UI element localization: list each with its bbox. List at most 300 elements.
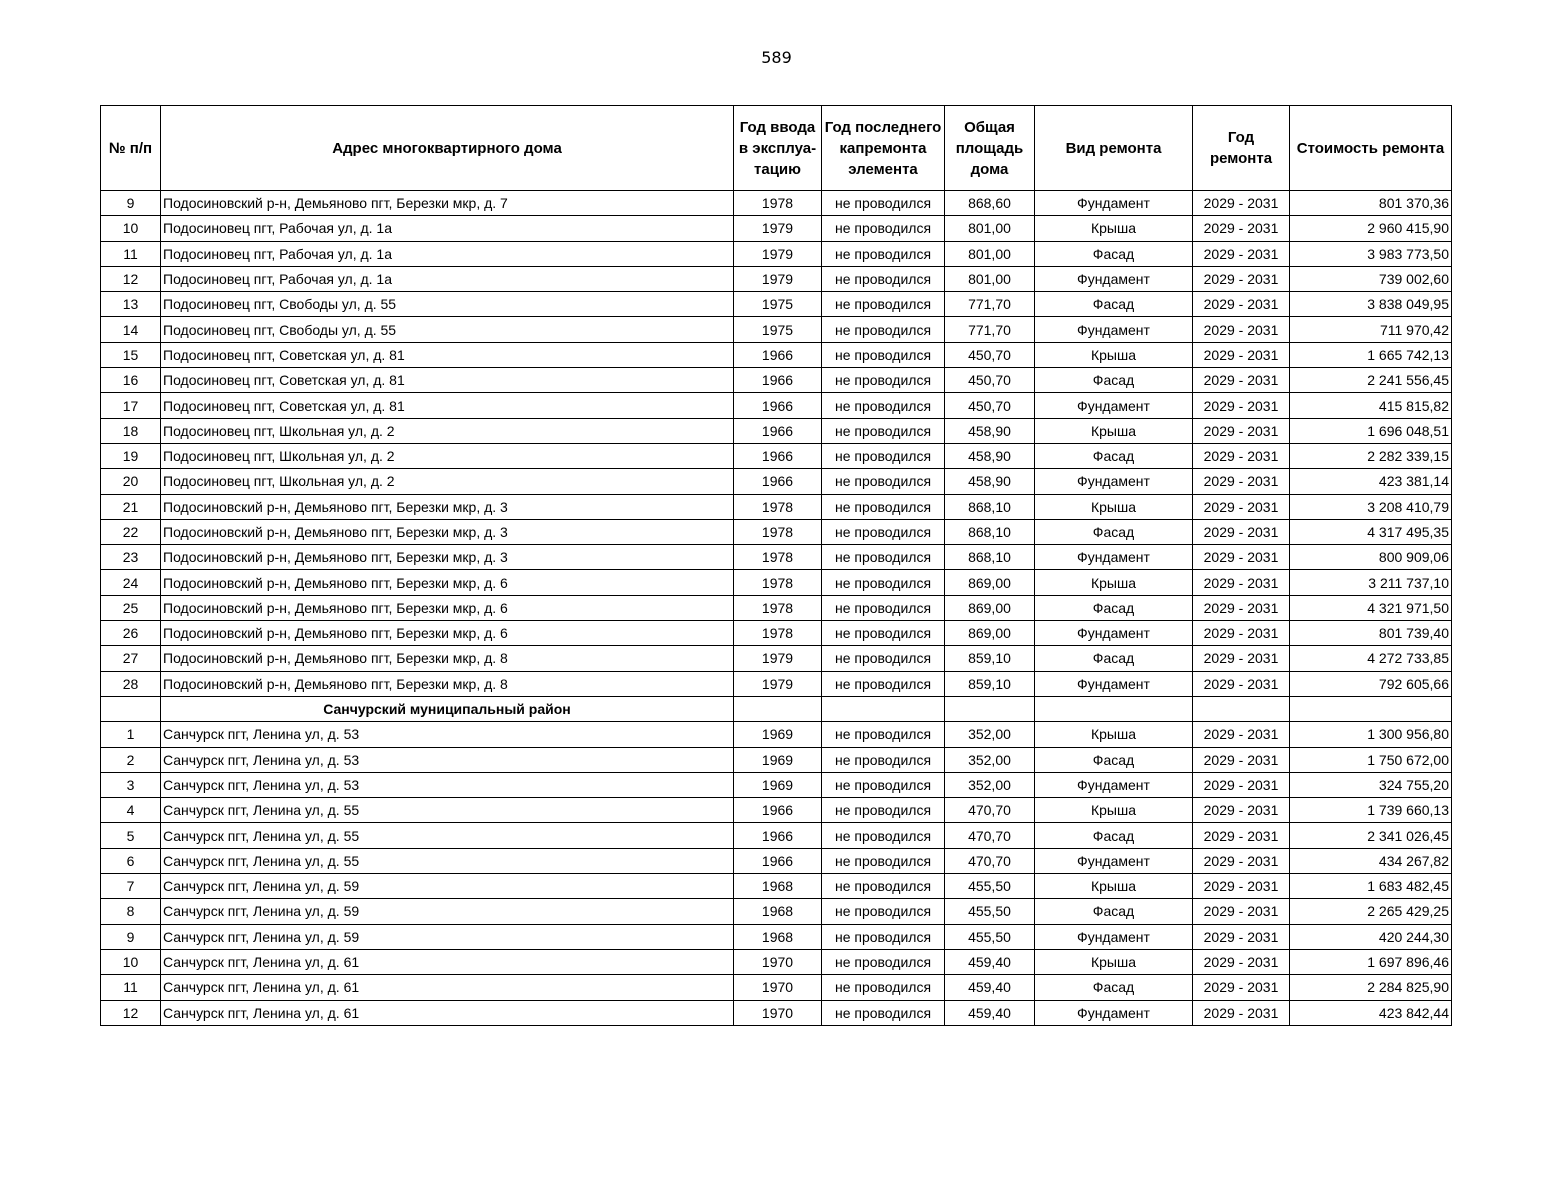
- cell-last-repair: не проводился: [822, 519, 945, 544]
- cell-year-built: 1978: [734, 621, 822, 646]
- cell-repair-type: Фасад: [1035, 241, 1193, 266]
- cell-repair-type: Крыша: [1035, 949, 1193, 974]
- header-cost: Стоимость ремонта: [1290, 106, 1452, 191]
- cell-year-built: 1979: [734, 266, 822, 291]
- table-row: [101, 443, 1452, 468]
- cell-last-repair: не проводился: [822, 595, 945, 620]
- cell-year-built: 1979: [734, 671, 822, 696]
- cell-last-repair: не проводился: [822, 545, 945, 570]
- cell-year-built: 1966: [734, 418, 822, 443]
- table-row: [101, 595, 1452, 620]
- cell-num: 3: [101, 772, 161, 797]
- cell-year-built: 1966: [734, 393, 822, 418]
- section-body: [101, 696, 1452, 721]
- cell-repair-year: 2029 - 2031: [1193, 317, 1290, 342]
- cell-address: Подосиновец пгт, Рабочая ул, д. 1а: [161, 266, 734, 291]
- table-row: [101, 874, 1452, 899]
- cell-repair-year: 2029 - 2031: [1193, 899, 1290, 924]
- cell-repair-type: Фундамент: [1035, 772, 1193, 797]
- header-num: № п/п: [101, 106, 161, 191]
- section-header-row: [101, 696, 1452, 721]
- cell-year-built: 1966: [734, 823, 822, 848]
- table-row: [101, 469, 1452, 494]
- cell-last-repair: не проводился: [822, 848, 945, 873]
- cell-address: Подосиновец пгт, Рабочая ул, д. 1а: [161, 216, 734, 241]
- cell-last-repair: не проводился: [822, 646, 945, 671]
- section-title: Санчурский муниципальный район: [161, 696, 734, 721]
- cell-cost: 2 341 026,45: [1290, 823, 1452, 848]
- cell-repair-year: 2029 - 2031: [1193, 368, 1290, 393]
- cell-cost: 2 241 556,45: [1290, 368, 1452, 393]
- cell-cost: 3 211 737,10: [1290, 570, 1452, 595]
- cell-year-built: 1978: [734, 519, 822, 544]
- cell-area: 470,70: [945, 823, 1035, 848]
- cell-repair-type: Фасад: [1035, 519, 1193, 544]
- cell-repair-year: 2029 - 2031: [1193, 216, 1290, 241]
- table-row: [101, 519, 1452, 544]
- repair-registry-table: [100, 105, 1452, 1026]
- cell-repair-type: Крыша: [1035, 342, 1193, 367]
- section-empty-cell: [734, 696, 822, 721]
- cell-cost: 4 317 495,35: [1290, 519, 1452, 544]
- header-year-built: Год ввода в эксплуа- тацию: [734, 106, 822, 191]
- cell-area: 869,00: [945, 621, 1035, 646]
- cell-cost: 324 755,20: [1290, 772, 1452, 797]
- cell-repair-year: 2029 - 2031: [1193, 570, 1290, 595]
- table-row: [101, 722, 1452, 747]
- table-row: [101, 949, 1452, 974]
- cell-repair-year: 2029 - 2031: [1193, 722, 1290, 747]
- section-num-cell: [101, 696, 161, 721]
- cell-year-built: 1978: [734, 494, 822, 519]
- cell-repair-year: 2029 - 2031: [1193, 798, 1290, 823]
- cell-address: Подосиновец пгт, Рабочая ул, д. 1а: [161, 241, 734, 266]
- section-empty-cell: [822, 696, 945, 721]
- cell-repair-type: Фасад: [1035, 823, 1193, 848]
- cell-last-repair: не проводился: [822, 418, 945, 443]
- table-row: [101, 823, 1452, 848]
- cell-year-built: 1978: [734, 595, 822, 620]
- cell-repair-year: 2029 - 2031: [1193, 443, 1290, 468]
- cell-year-built: 1966: [734, 342, 822, 367]
- table-row: [101, 191, 1452, 216]
- cell-area: 450,70: [945, 368, 1035, 393]
- cell-year-built: 1970: [734, 975, 822, 1000]
- cell-cost: 3 983 773,50: [1290, 241, 1452, 266]
- cell-year-built: 1968: [734, 899, 822, 924]
- cell-repair-year: 2029 - 2031: [1193, 874, 1290, 899]
- cell-address: Подосиновский р-н, Демьяново пгт, Березки мкр, д. 3: [161, 545, 734, 570]
- cell-area: 771,70: [945, 292, 1035, 317]
- cell-year-built: 1966: [734, 469, 822, 494]
- cell-area: 868,10: [945, 545, 1035, 570]
- cell-last-repair: не проводился: [822, 266, 945, 291]
- cell-repair-type: Фундамент: [1035, 848, 1193, 873]
- cell-last-repair: не проводился: [822, 292, 945, 317]
- cell-year-built: 1966: [734, 798, 822, 823]
- cell-cost: 1 696 048,51: [1290, 418, 1452, 443]
- cell-area: 801,00: [945, 241, 1035, 266]
- cell-num: 27: [101, 646, 161, 671]
- cell-repair-type: Фасад: [1035, 443, 1193, 468]
- cell-cost: 792 605,66: [1290, 671, 1452, 696]
- cell-repair-year: 2029 - 2031: [1193, 671, 1290, 696]
- cell-repair-type: Фасад: [1035, 595, 1193, 620]
- cell-repair-type: Крыша: [1035, 494, 1193, 519]
- table-row: [101, 671, 1452, 696]
- cell-num: 5: [101, 823, 161, 848]
- cell-num: 9: [101, 924, 161, 949]
- cell-repair-year: 2029 - 2031: [1193, 545, 1290, 570]
- cell-year-built: 1978: [734, 570, 822, 595]
- cell-last-repair: не проводился: [822, 899, 945, 924]
- cell-year-built: 1969: [734, 722, 822, 747]
- cell-repair-type: Фундамент: [1035, 621, 1193, 646]
- cell-address: Санчурск пгт, Ленина ул, д. 55: [161, 798, 734, 823]
- table-body-part2: [101, 722, 1452, 1026]
- cell-num: 20: [101, 469, 161, 494]
- cell-area: 455,50: [945, 924, 1035, 949]
- table-row: [101, 621, 1452, 646]
- cell-repair-year: 2029 - 2031: [1193, 823, 1290, 848]
- cell-repair-year: 2029 - 2031: [1193, 266, 1290, 291]
- cell-cost: 423 842,44: [1290, 1000, 1452, 1025]
- table-row: [101, 899, 1452, 924]
- section-empty-cell: [945, 696, 1035, 721]
- cell-cost: 2 265 429,25: [1290, 899, 1452, 924]
- cell-area: 771,70: [945, 317, 1035, 342]
- cell-address: Санчурск пгт, Ленина ул, д. 59: [161, 924, 734, 949]
- cell-year-built: 1968: [734, 874, 822, 899]
- table-row: [101, 747, 1452, 772]
- cell-cost: 4 272 733,85: [1290, 646, 1452, 671]
- table-row: [101, 570, 1452, 595]
- cell-area: 459,40: [945, 949, 1035, 974]
- cell-last-repair: не проводился: [822, 317, 945, 342]
- cell-repair-type: Крыша: [1035, 216, 1193, 241]
- cell-area: 458,90: [945, 418, 1035, 443]
- cell-repair-year: 2029 - 2031: [1193, 621, 1290, 646]
- cell-repair-year: 2029 - 2031: [1193, 418, 1290, 443]
- table-row: [101, 975, 1452, 1000]
- cell-last-repair: не проводился: [822, 570, 945, 595]
- cell-repair-type: Фасад: [1035, 292, 1193, 317]
- cell-repair-year: 2029 - 2031: [1193, 772, 1290, 797]
- cell-year-built: 1969: [734, 772, 822, 797]
- cell-year-built: 1968: [734, 924, 822, 949]
- cell-cost: 1 665 742,13: [1290, 342, 1452, 367]
- cell-cost: 4 321 971,50: [1290, 595, 1452, 620]
- cell-address: Подосиновский р-н, Демьяново пгт, Березки мкр, д. 6: [161, 570, 734, 595]
- cell-address: Подосиновец пгт, Свободы ул, д. 55: [161, 292, 734, 317]
- cell-repair-type: Фундамент: [1035, 924, 1193, 949]
- cell-address: Санчурск пгт, Ленина ул, д. 53: [161, 747, 734, 772]
- cell-year-built: 1970: [734, 949, 822, 974]
- cell-year-built: 1978: [734, 191, 822, 216]
- cell-num: 1: [101, 722, 161, 747]
- cell-num: 13: [101, 292, 161, 317]
- cell-cost: 1 683 482,45: [1290, 874, 1452, 899]
- cell-num: 19: [101, 443, 161, 468]
- cell-address: Подосиновский р-н, Демьяново пгт, Березки мкр, д. 6: [161, 595, 734, 620]
- cell-repair-type: Фундамент: [1035, 393, 1193, 418]
- cell-last-repair: не проводился: [822, 747, 945, 772]
- cell-repair-type: Фундамент: [1035, 469, 1193, 494]
- cell-repair-year: 2029 - 2031: [1193, 975, 1290, 1000]
- cell-num: 26: [101, 621, 161, 646]
- cell-address: Санчурск пгт, Ленина ул, д. 53: [161, 772, 734, 797]
- cell-cost: 2 282 339,15: [1290, 443, 1452, 468]
- cell-address: Санчурск пгт, Ленина ул, д. 55: [161, 848, 734, 873]
- cell-address: Подосиновец пгт, Школьная ул, д. 2: [161, 418, 734, 443]
- cell-area: 868,10: [945, 494, 1035, 519]
- cell-area: 859,10: [945, 646, 1035, 671]
- table-body-part1: [101, 191, 1452, 697]
- cell-num: 2: [101, 747, 161, 772]
- cell-cost: 739 002,60: [1290, 266, 1452, 291]
- cell-repair-type: Крыша: [1035, 722, 1193, 747]
- cell-cost: 1 750 672,00: [1290, 747, 1452, 772]
- cell-num: 16: [101, 368, 161, 393]
- cell-last-repair: не проводился: [822, 342, 945, 367]
- cell-repair-type: Фундамент: [1035, 191, 1193, 216]
- cell-address: Подосиновец пгт, Советская ул, д. 81: [161, 368, 734, 393]
- cell-last-repair: не проводился: [822, 798, 945, 823]
- header-repair-type: Вид ремонта: [1035, 106, 1193, 191]
- cell-num: 24: [101, 570, 161, 595]
- cell-address: Санчурск пгт, Ленина ул, д. 61: [161, 1000, 734, 1025]
- cell-address: Санчурск пгт, Ленина ул, д. 61: [161, 975, 734, 1000]
- table-row: [101, 924, 1452, 949]
- cell-area: 450,70: [945, 393, 1035, 418]
- cell-area: 470,70: [945, 798, 1035, 823]
- cell-year-built: 1966: [734, 848, 822, 873]
- cell-area: 868,60: [945, 191, 1035, 216]
- cell-repair-type: Фундамент: [1035, 671, 1193, 696]
- cell-area: 352,00: [945, 772, 1035, 797]
- cell-num: 11: [101, 241, 161, 266]
- cell-cost: 2 284 825,90: [1290, 975, 1452, 1000]
- cell-num: 25: [101, 595, 161, 620]
- cell-last-repair: не проводился: [822, 722, 945, 747]
- table-row: [101, 393, 1452, 418]
- cell-area: 869,00: [945, 595, 1035, 620]
- cell-cost: 434 267,82: [1290, 848, 1452, 873]
- cell-address: Подосиновец пгт, Советская ул, д. 81: [161, 342, 734, 367]
- header-area: Общая площадь дома: [945, 106, 1035, 191]
- table-row: [101, 848, 1452, 873]
- cell-last-repair: не проводился: [822, 241, 945, 266]
- section-empty-cell: [1290, 696, 1452, 721]
- table-row: [101, 545, 1452, 570]
- section-empty-cell: [1035, 696, 1193, 721]
- cell-num: 7: [101, 874, 161, 899]
- cell-address: Подосиновский р-н, Демьяново пгт, Березки мкр, д. 7: [161, 191, 734, 216]
- cell-cost: 3 208 410,79: [1290, 494, 1452, 519]
- cell-area: 455,50: [945, 874, 1035, 899]
- cell-area: 459,40: [945, 975, 1035, 1000]
- cell-year-built: 1966: [734, 368, 822, 393]
- cell-num: 15: [101, 342, 161, 367]
- header-address: Адрес многоквартирного дома: [161, 106, 734, 191]
- cell-address: Подосиновский р-н, Демьяново пгт, Березки мкр, д. 8: [161, 671, 734, 696]
- cell-cost: 1 739 660,13: [1290, 798, 1452, 823]
- cell-repair-type: Фасад: [1035, 646, 1193, 671]
- cell-address: Санчурск пгт, Ленина ул, д. 55: [161, 823, 734, 848]
- table-row: [101, 1000, 1452, 1025]
- cell-last-repair: не проводился: [822, 949, 945, 974]
- cell-repair-year: 2029 - 2031: [1193, 494, 1290, 519]
- cell-num: 28: [101, 671, 161, 696]
- table-row: [101, 241, 1452, 266]
- cell-repair-year: 2029 - 2031: [1193, 191, 1290, 216]
- cell-last-repair: не проводился: [822, 191, 945, 216]
- cell-area: 450,70: [945, 342, 1035, 367]
- cell-repair-year: 2029 - 2031: [1193, 949, 1290, 974]
- cell-cost: 801 370,36: [1290, 191, 1452, 216]
- cell-cost: 2 960 415,90: [1290, 216, 1452, 241]
- cell-area: 801,00: [945, 216, 1035, 241]
- cell-year-built: 1979: [734, 646, 822, 671]
- cell-address: Подосиновский р-н, Демьяново пгт, Березки мкр, д. 6: [161, 621, 734, 646]
- cell-repair-type: Крыша: [1035, 874, 1193, 899]
- cell-num: 12: [101, 266, 161, 291]
- cell-repair-type: Крыша: [1035, 418, 1193, 443]
- cell-repair-year: 2029 - 2031: [1193, 848, 1290, 873]
- cell-repair-year: 2029 - 2031: [1193, 519, 1290, 544]
- cell-area: 352,00: [945, 722, 1035, 747]
- cell-num: 10: [101, 949, 161, 974]
- cell-area: 352,00: [945, 747, 1035, 772]
- table-row: [101, 418, 1452, 443]
- cell-address: Санчурск пгт, Ленина ул, д. 53: [161, 722, 734, 747]
- cell-num: 4: [101, 798, 161, 823]
- cell-cost: 801 739,40: [1290, 621, 1452, 646]
- cell-cost: 415 815,82: [1290, 393, 1452, 418]
- section-empty-cell: [1193, 696, 1290, 721]
- cell-cost: 800 909,06: [1290, 545, 1452, 570]
- cell-cost: 1 697 896,46: [1290, 949, 1452, 974]
- cell-area: 458,90: [945, 469, 1035, 494]
- cell-repair-type: Фундамент: [1035, 1000, 1193, 1025]
- cell-repair-type: Фундамент: [1035, 545, 1193, 570]
- cell-address: Подосиновец пгт, Советская ул, д. 81: [161, 393, 734, 418]
- cell-last-repair: не проводился: [822, 924, 945, 949]
- cell-year-built: 1975: [734, 317, 822, 342]
- cell-num: 22: [101, 519, 161, 544]
- cell-address: Санчурск пгт, Ленина ул, д. 59: [161, 899, 734, 924]
- cell-address: Подосиновский р-н, Демьяново пгт, Березки мкр, д. 3: [161, 494, 734, 519]
- cell-repair-type: Фундамент: [1035, 317, 1193, 342]
- cell-num: 18: [101, 418, 161, 443]
- cell-last-repair: не проводился: [822, 772, 945, 797]
- cell-repair-year: 2029 - 2031: [1193, 342, 1290, 367]
- cell-year-built: 1975: [734, 292, 822, 317]
- table-row: [101, 772, 1452, 797]
- cell-address: Санчурск пгт, Ленина ул, д. 59: [161, 874, 734, 899]
- cell-address: Подосиновский р-н, Демьяново пгт, Березки мкр, д. 8: [161, 646, 734, 671]
- table-row: [101, 798, 1452, 823]
- table-row: [101, 216, 1452, 241]
- cell-repair-type: Фасад: [1035, 975, 1193, 1000]
- cell-area: 455,50: [945, 899, 1035, 924]
- table-row: [101, 317, 1452, 342]
- cell-year-built: 1978: [734, 545, 822, 570]
- cell-cost: 423 381,14: [1290, 469, 1452, 494]
- cell-year-built: 1979: [734, 241, 822, 266]
- cell-repair-year: 2029 - 2031: [1193, 1000, 1290, 1025]
- cell-num: 14: [101, 317, 161, 342]
- cell-last-repair: не проводился: [822, 443, 945, 468]
- table-row: [101, 646, 1452, 671]
- cell-num: 9: [101, 191, 161, 216]
- cell-area: 859,10: [945, 671, 1035, 696]
- header-last-repair: Год последнего капремонта элемента: [822, 106, 945, 191]
- cell-repair-type: Крыша: [1035, 570, 1193, 595]
- cell-repair-year: 2029 - 2031: [1193, 646, 1290, 671]
- cell-area: 868,10: [945, 519, 1035, 544]
- cell-cost: 420 244,30: [1290, 924, 1452, 949]
- page-number: 589: [761, 48, 792, 67]
- cell-repair-year: 2029 - 2031: [1193, 924, 1290, 949]
- cell-repair-year: 2029 - 2031: [1193, 747, 1290, 772]
- header-repair-year: Год ремонта: [1193, 106, 1290, 191]
- cell-num: 10: [101, 216, 161, 241]
- cell-year-built: 1979: [734, 216, 822, 241]
- cell-num: 17: [101, 393, 161, 418]
- cell-repair-type: Фасад: [1035, 368, 1193, 393]
- cell-num: 11: [101, 975, 161, 1000]
- cell-last-repair: не проводился: [822, 1000, 945, 1025]
- table-header-row: [101, 106, 1452, 191]
- cell-year-built: 1969: [734, 747, 822, 772]
- cell-address: Подосиновец пгт, Школьная ул, д. 2: [161, 443, 734, 468]
- cell-num: 6: [101, 848, 161, 873]
- cell-area: 801,00: [945, 266, 1035, 291]
- cell-last-repair: не проводился: [822, 494, 945, 519]
- cell-area: 458,90: [945, 443, 1035, 468]
- cell-year-built: 1970: [734, 1000, 822, 1025]
- cell-repair-type: Крыша: [1035, 798, 1193, 823]
- cell-last-repair: не проводился: [822, 216, 945, 241]
- cell-last-repair: не проводился: [822, 874, 945, 899]
- cell-repair-type: Фасад: [1035, 899, 1193, 924]
- cell-repair-year: 2029 - 2031: [1193, 292, 1290, 317]
- cell-num: 12: [101, 1000, 161, 1025]
- cell-repair-year: 2029 - 2031: [1193, 595, 1290, 620]
- cell-repair-year: 2029 - 2031: [1193, 241, 1290, 266]
- cell-address: Подосиновский р-н, Демьяново пгт, Березки мкр, д. 3: [161, 519, 734, 544]
- cell-area: 470,70: [945, 848, 1035, 873]
- cell-year-built: 1966: [734, 443, 822, 468]
- cell-address: Санчурск пгт, Ленина ул, д. 61: [161, 949, 734, 974]
- cell-last-repair: не проводился: [822, 621, 945, 646]
- cell-repair-type: Фундамент: [1035, 266, 1193, 291]
- cell-address: Подосиновец пгт, Свободы ул, д. 55: [161, 317, 734, 342]
- cell-cost: 711 970,42: [1290, 317, 1452, 342]
- table-row: [101, 368, 1452, 393]
- cell-last-repair: не проводился: [822, 368, 945, 393]
- cell-last-repair: не проводился: [822, 823, 945, 848]
- cell-last-repair: не проводился: [822, 671, 945, 696]
- cell-area: 459,40: [945, 1000, 1035, 1025]
- cell-last-repair: не проводился: [822, 393, 945, 418]
- cell-address: Подосиновец пгт, Школьная ул, д. 2: [161, 469, 734, 494]
- cell-area: 869,00: [945, 570, 1035, 595]
- cell-num: 21: [101, 494, 161, 519]
- cell-last-repair: не проводился: [822, 975, 945, 1000]
- table-row: [101, 342, 1452, 367]
